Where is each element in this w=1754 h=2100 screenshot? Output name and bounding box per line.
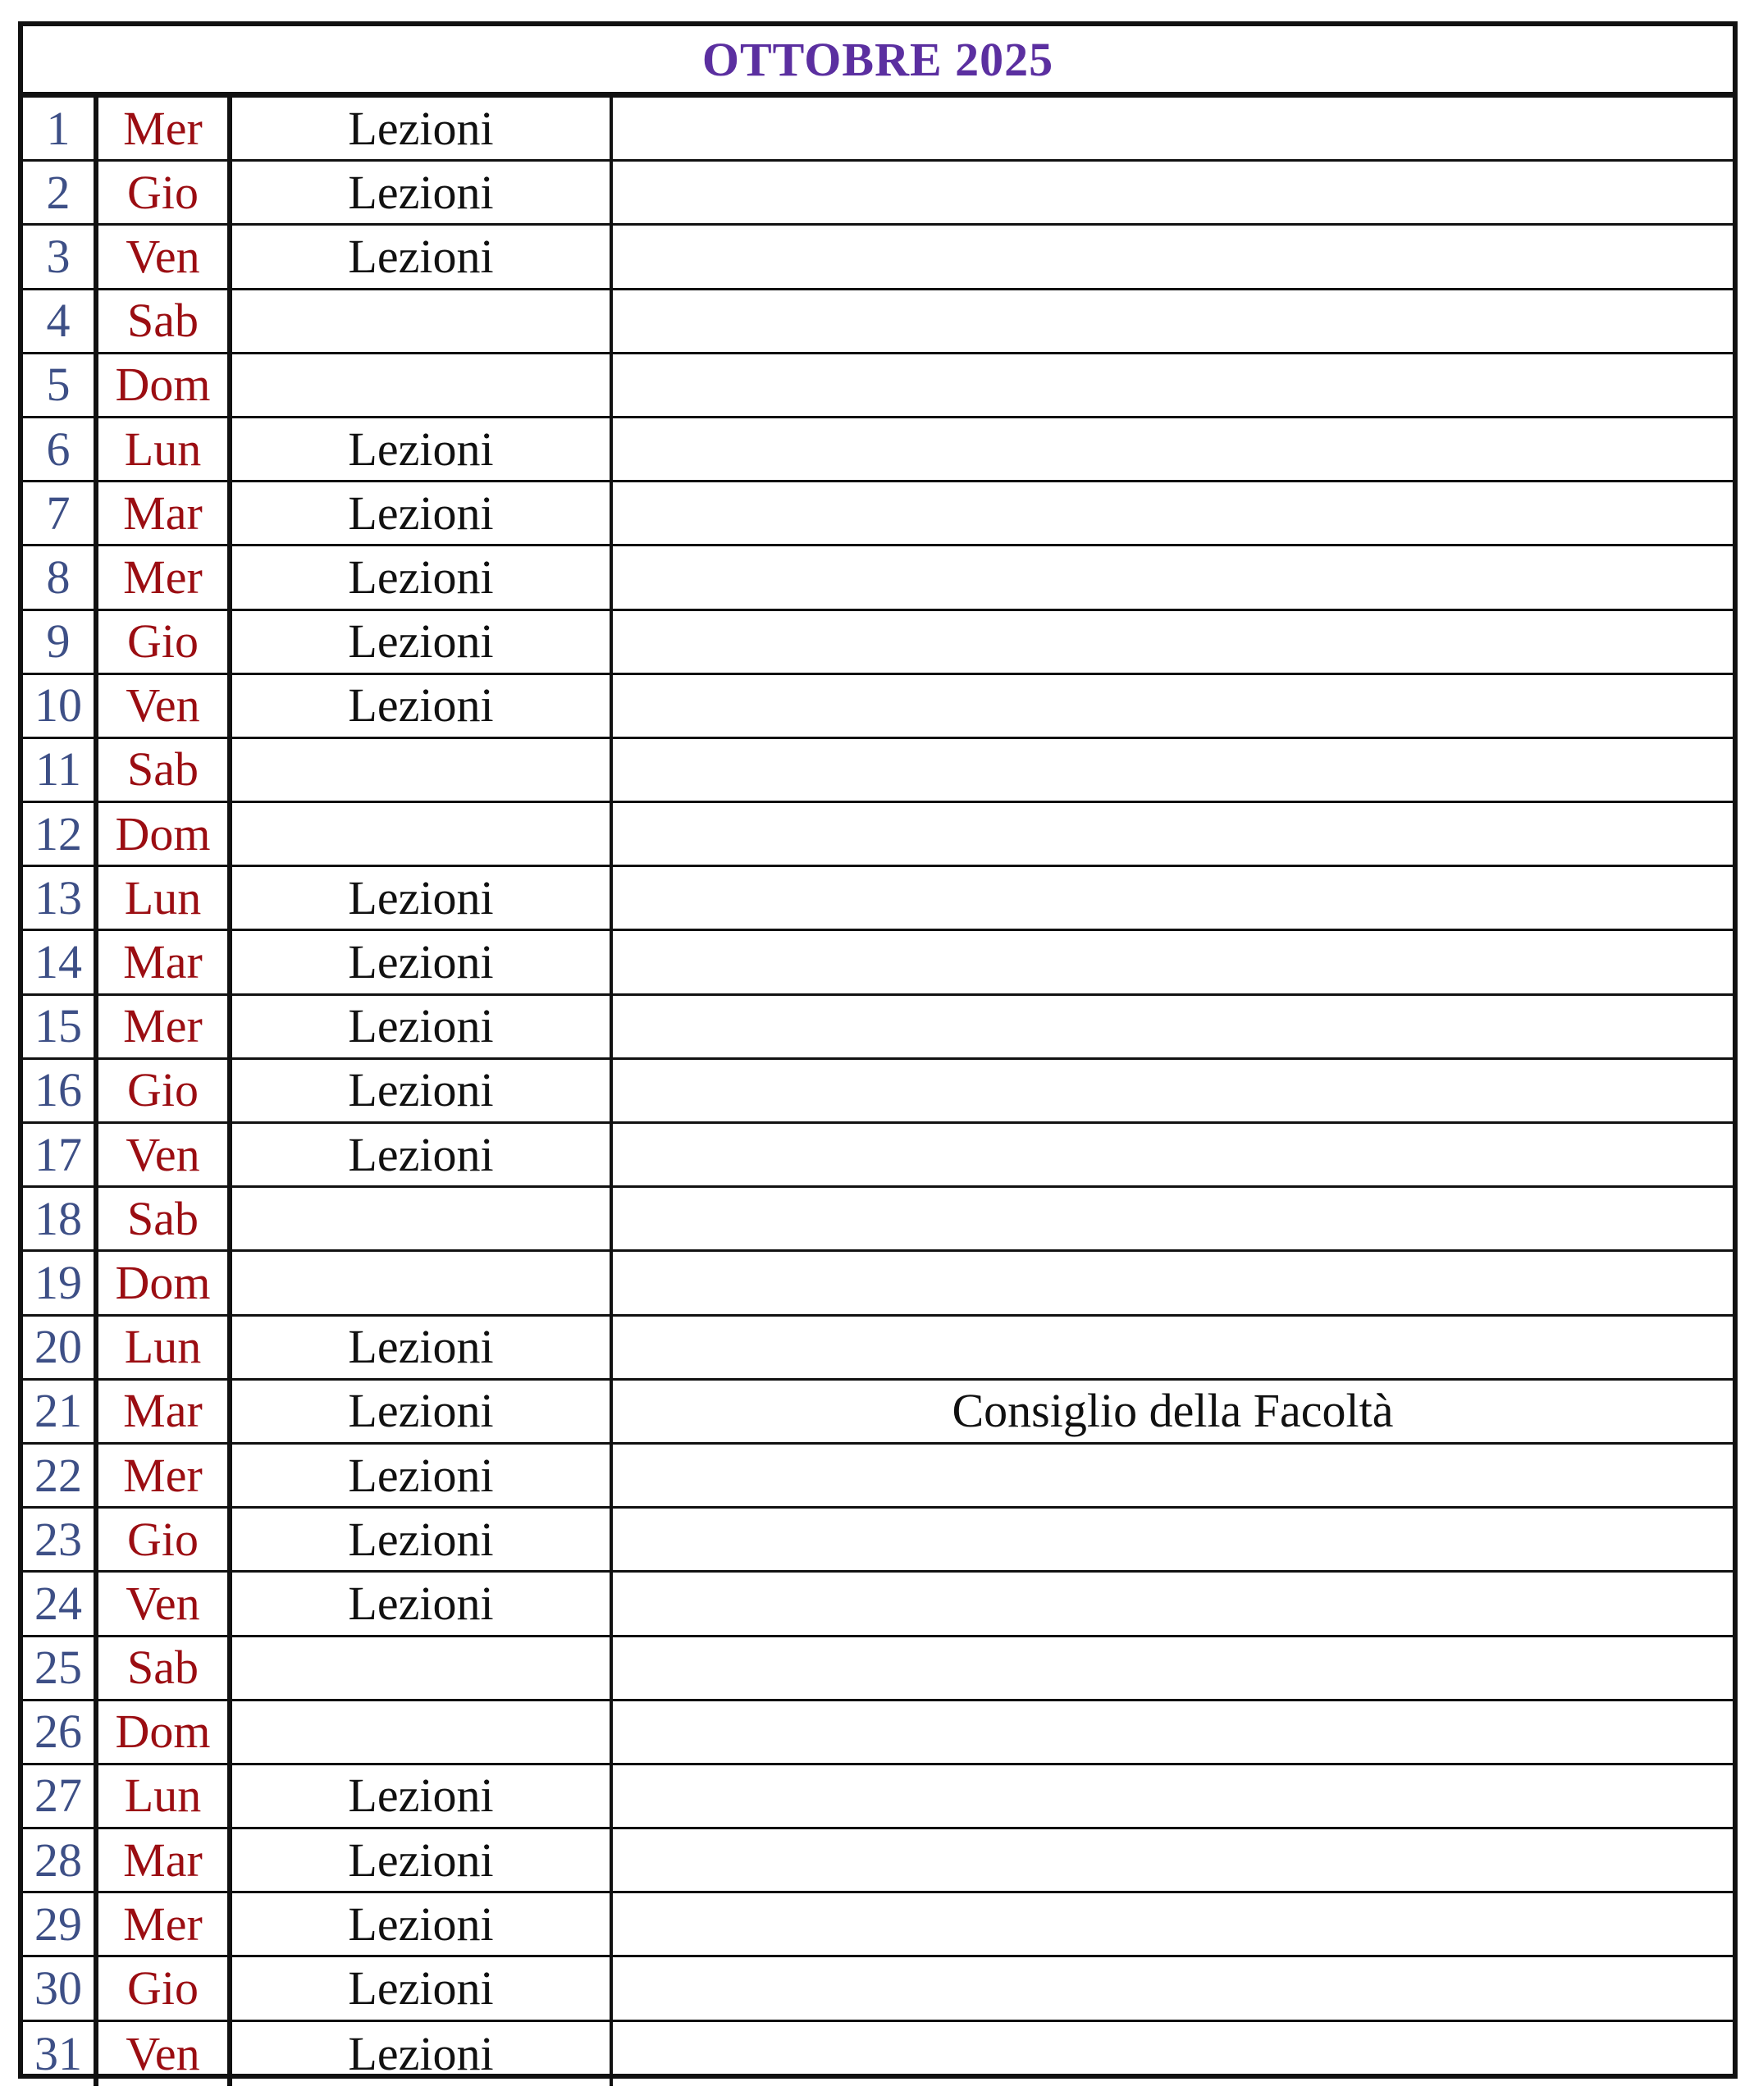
note-cell — [613, 1829, 1733, 1891]
activity-cell — [232, 354, 613, 416]
weekday-label: Ven — [98, 1124, 232, 1185]
weekday-label: Gio — [98, 611, 232, 673]
day-number: 27 — [23, 1765, 98, 1827]
activity-cell — [232, 1637, 613, 1699]
activity-cell — [232, 1252, 613, 1313]
note-cell — [613, 1573, 1733, 1634]
weekday-label: Ven — [98, 226, 232, 287]
note-cell — [613, 418, 1733, 480]
activity-cell: Lezioni — [232, 546, 613, 608]
day-number: 29 — [23, 1893, 98, 1955]
note-cell — [613, 931, 1733, 993]
calendar-row — [23, 996, 1733, 1060]
activity-cell: Lezioni — [232, 1381, 613, 1442]
weekday-label: Ven — [98, 2022, 232, 2086]
note-cell — [613, 1188, 1733, 1249]
note-cell — [613, 482, 1733, 544]
note-cell — [613, 2022, 1733, 2086]
day-number: 26 — [23, 1701, 98, 1763]
day-number: 17 — [23, 1124, 98, 1185]
day-number: 10 — [23, 675, 98, 737]
day-number: 21 — [23, 1381, 98, 1442]
calendar-row — [23, 546, 1733, 610]
weekday-label: Dom — [98, 1701, 232, 1763]
note-cell — [613, 1445, 1733, 1506]
activity-cell: Lezioni — [232, 931, 613, 993]
note-cell — [613, 1509, 1733, 1570]
calendar-row — [23, 1829, 1733, 1893]
calendar-row — [23, 739, 1733, 803]
weekday-label: Ven — [98, 675, 232, 737]
weekday-label: Sab — [98, 739, 232, 801]
weekday-label: Gio — [98, 162, 232, 223]
weekday-label: Mer — [98, 996, 232, 1057]
calendar-row — [23, 1573, 1733, 1637]
note-cell — [613, 1957, 1733, 2019]
calendar-row — [23, 1060, 1733, 1124]
calendar-rows — [23, 98, 1733, 2086]
calendar-row — [23, 1765, 1733, 1829]
note-cell — [613, 162, 1733, 223]
weekday-label: Gio — [98, 1957, 232, 2019]
note-cell — [613, 1252, 1733, 1313]
calendar-row — [23, 162, 1733, 226]
activity-cell: Lezioni — [232, 867, 613, 929]
note-cell — [613, 1317, 1733, 1378]
note-cell — [613, 290, 1733, 352]
activity-cell: Lezioni — [232, 1893, 613, 1955]
weekday-label: Sab — [98, 290, 232, 352]
note-cell — [613, 98, 1733, 159]
calendar-table — [18, 21, 1738, 2079]
weekday-label: Mar — [98, 931, 232, 993]
weekday-label: Mer — [98, 1893, 232, 1955]
activity-cell: Lezioni — [232, 1573, 613, 1634]
note-cell — [613, 611, 1733, 673]
calendar-row — [23, 290, 1733, 354]
activity-cell — [232, 1188, 613, 1249]
weekday-label: Dom — [98, 1252, 232, 1313]
note-cell: Consiglio della Facoltà — [952, 1384, 1394, 1438]
activity-cell: Lezioni — [232, 1060, 613, 1121]
activity-cell: Lezioni — [232, 162, 613, 223]
calendar-row — [23, 1317, 1733, 1381]
calendar-row — [23, 354, 1733, 418]
activity-cell: Lezioni — [232, 98, 613, 159]
calendar-row — [23, 1445, 1733, 1509]
day-number: 24 — [23, 1573, 98, 1634]
activity-cell: Lezioni — [232, 611, 613, 673]
note-cell — [613, 1701, 1733, 1763]
calendar-row — [23, 1893, 1733, 1957]
weekday-label: Mer — [98, 98, 232, 159]
activity-cell — [232, 1701, 613, 1763]
note-cell — [613, 1765, 1733, 1827]
day-number: 4 — [23, 290, 98, 352]
note-cell — [613, 1124, 1733, 1185]
day-number: 25 — [23, 1637, 98, 1699]
weekday-label: Dom — [98, 354, 232, 416]
weekday-label: Mer — [98, 1445, 232, 1506]
weekday-label: Gio — [98, 1060, 232, 1121]
activity-cell: Lezioni — [232, 996, 613, 1057]
day-number: 8 — [23, 546, 98, 608]
weekday-label: Lun — [98, 418, 232, 480]
calendar-row — [23, 1701, 1733, 1765]
day-number: 9 — [23, 611, 98, 673]
note-cell — [613, 803, 1733, 865]
day-number: 16 — [23, 1060, 98, 1121]
calendar-row — [23, 1381, 1733, 1445]
weekday-label: Mar — [98, 482, 232, 544]
note-cell — [613, 1637, 1733, 1699]
activity-cell — [232, 803, 613, 865]
note-cell — [613, 546, 1733, 608]
day-number: 20 — [23, 1317, 98, 1378]
weekday-label: Lun — [98, 867, 232, 929]
activity-cell: Lezioni — [232, 418, 613, 480]
activity-cell: Lezioni — [232, 1765, 613, 1827]
day-number: 11 — [23, 739, 98, 801]
calendar-row — [23, 1637, 1733, 1701]
activity-cell: Lezioni — [232, 675, 613, 737]
day-number: 14 — [23, 931, 98, 993]
activity-cell: Lezioni — [232, 1509, 613, 1570]
day-number: 18 — [23, 1188, 98, 1249]
weekday-label: Gio — [98, 1509, 232, 1570]
note-cell — [613, 226, 1733, 287]
calendar-row — [23, 1188, 1733, 1252]
calendar-row — [23, 611, 1733, 675]
weekday-label: Mar — [98, 1381, 232, 1442]
calendar-row — [23, 931, 1733, 995]
calendar-row — [23, 1124, 1733, 1188]
activity-cell — [232, 290, 613, 352]
weekday-label: Mar — [98, 1829, 232, 1891]
calendar-row — [23, 418, 1733, 482]
day-number: 31 — [23, 2022, 98, 2086]
calendar-row — [23, 675, 1733, 739]
calendar-row — [23, 867, 1733, 931]
calendar-row — [23, 803, 1733, 867]
weekday-label: Ven — [98, 1573, 232, 1634]
activity-cell: Lezioni — [232, 226, 613, 287]
note-cell — [613, 675, 1733, 737]
weekday-label: Mer — [98, 546, 232, 608]
weekday-label: Sab — [98, 1637, 232, 1699]
calendar-title: OTTOBRE 2025 — [23, 26, 1733, 98]
day-number: 1 — [23, 98, 98, 159]
calendar-row — [23, 482, 1733, 546]
day-number: 28 — [23, 1829, 98, 1891]
day-number: 30 — [23, 1957, 98, 2019]
calendar-row — [23, 1957, 1733, 2021]
activity-cell — [232, 739, 613, 801]
day-number: 23 — [23, 1509, 98, 1570]
note-cell — [613, 354, 1733, 416]
calendar-row — [23, 1509, 1733, 1573]
note-cell — [613, 996, 1733, 1057]
day-number: 12 — [23, 803, 98, 865]
activity-cell: Lezioni — [232, 1317, 613, 1378]
day-number: 5 — [23, 354, 98, 416]
calendar-row — [23, 226, 1733, 290]
day-number: 7 — [23, 482, 98, 544]
activity-cell: Lezioni — [232, 1957, 613, 2019]
activity-cell: Lezioni — [232, 2022, 613, 2086]
note-cell — [613, 1893, 1733, 1955]
day-number: 15 — [23, 996, 98, 1057]
note-cell — [613, 1060, 1733, 1121]
note-cell — [613, 739, 1733, 801]
activity-cell: Lezioni — [232, 482, 613, 544]
note-cell — [613, 867, 1733, 929]
calendar-row — [23, 98, 1733, 162]
day-number: 13 — [23, 867, 98, 929]
calendar-row — [23, 2022, 1733, 2086]
day-number: 19 — [23, 1252, 98, 1313]
weekday-label: Dom — [98, 803, 232, 865]
activity-cell: Lezioni — [232, 1445, 613, 1506]
day-number: 3 — [23, 226, 98, 287]
day-number: 22 — [23, 1445, 98, 1506]
activity-cell: Lezioni — [232, 1829, 613, 1891]
weekday-label: Sab — [98, 1188, 232, 1249]
activity-cell: Lezioni — [232, 1124, 613, 1185]
weekday-label: Lun — [98, 1317, 232, 1378]
weekday-label: Lun — [98, 1765, 232, 1827]
calendar-row — [23, 1252, 1733, 1316]
day-number: 2 — [23, 162, 98, 223]
day-number: 6 — [23, 418, 98, 480]
